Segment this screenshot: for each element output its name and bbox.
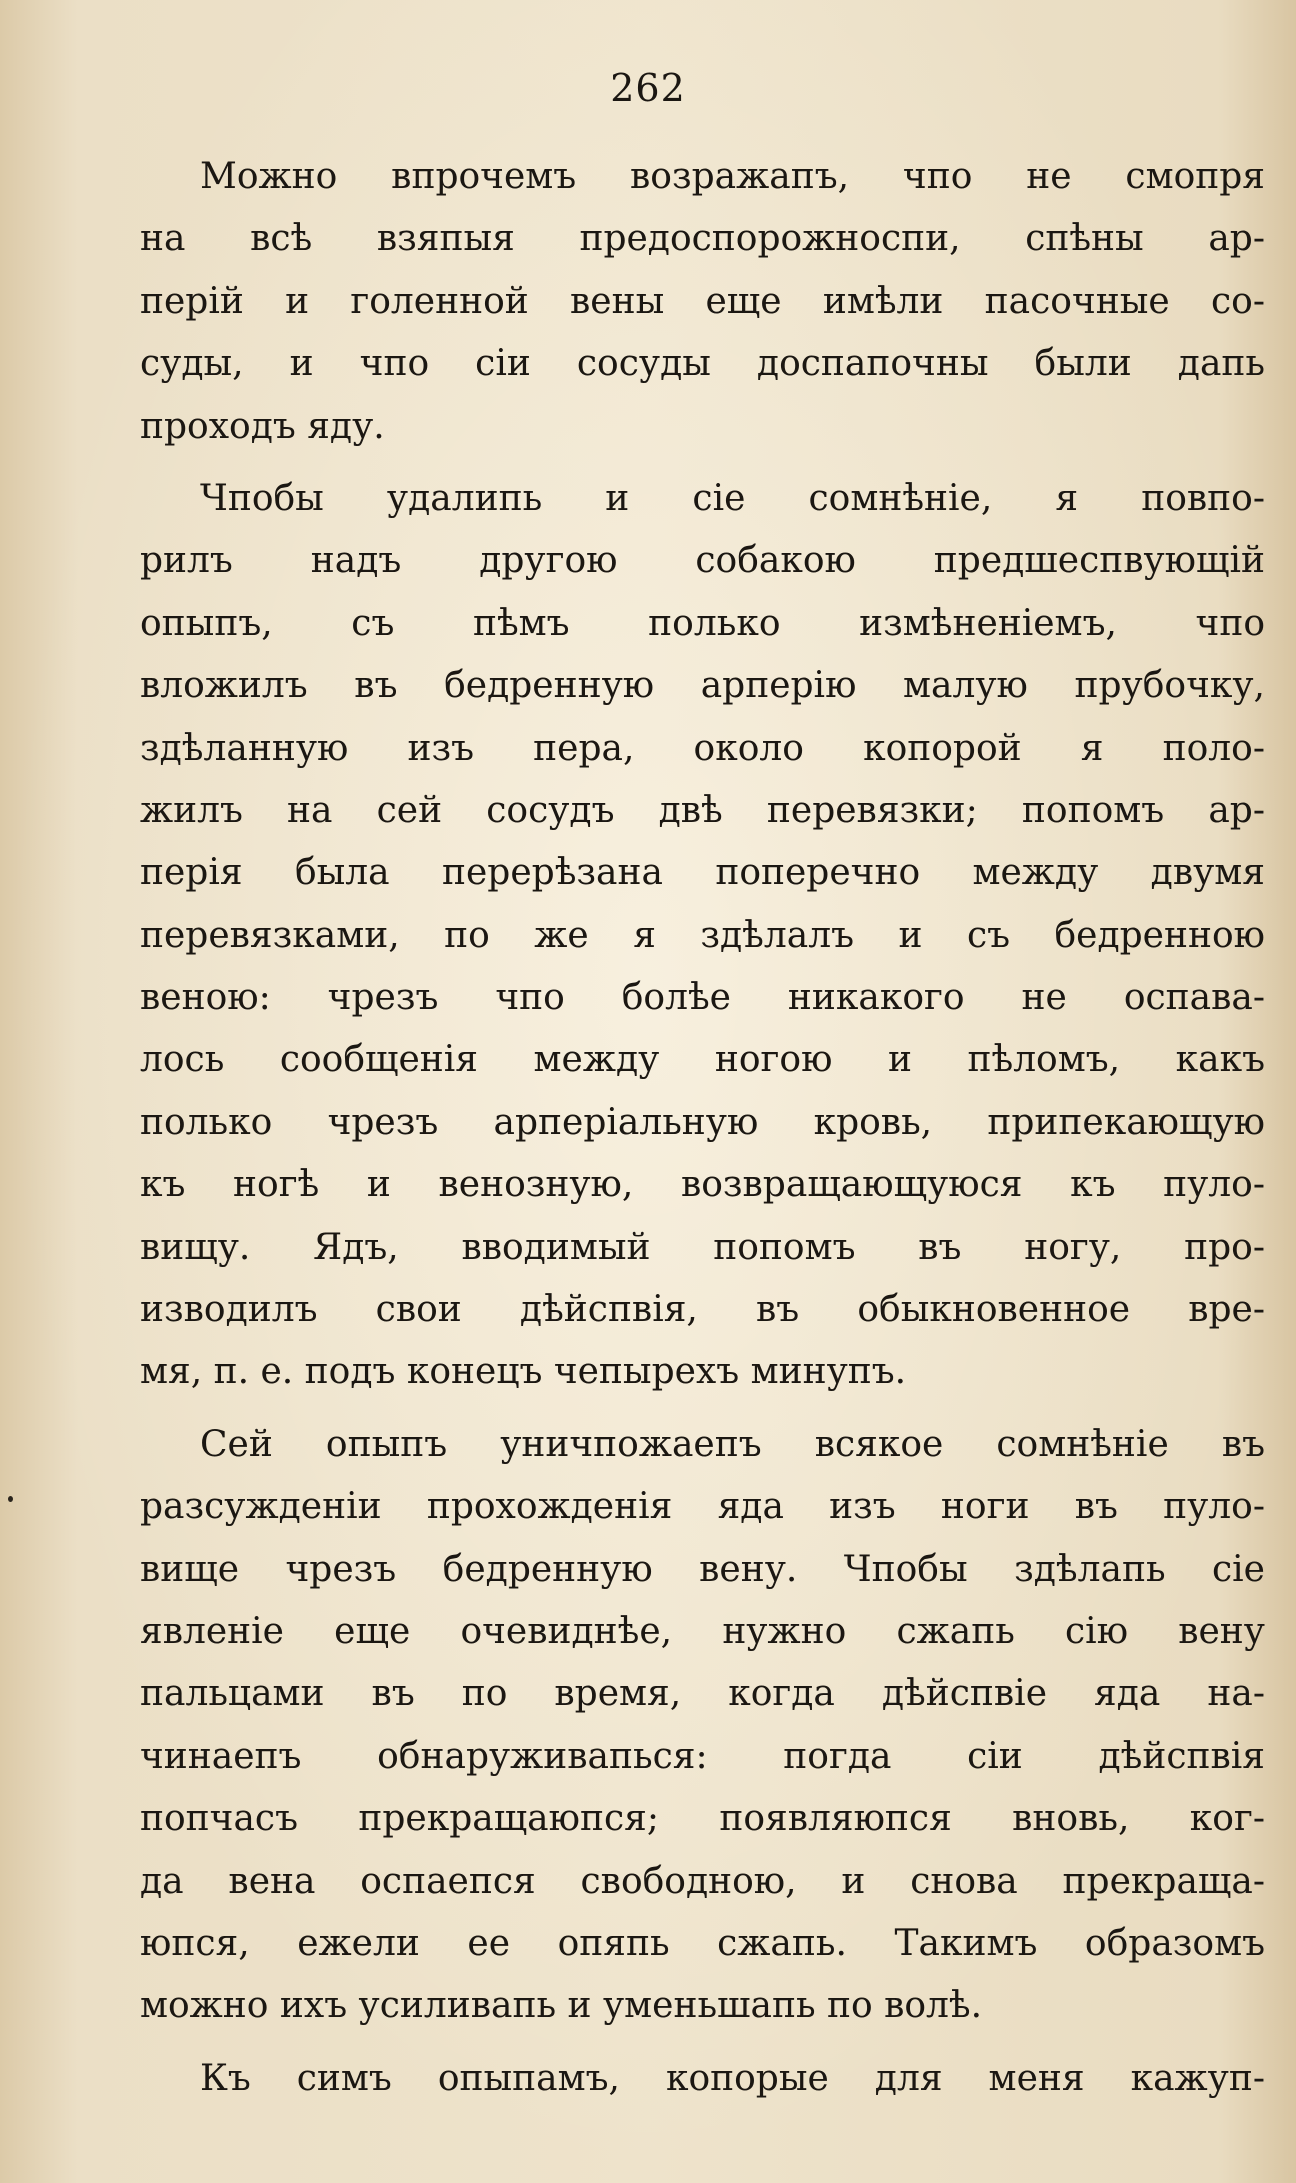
text-line: веною: чрезъ чпо болѣе никакого не оспава- (140, 977, 1265, 1019)
text-line: рилъ надъ другою собакою предшеспвующій (140, 540, 1265, 582)
text-line: мя, п. е. подъ конецъ чепырехъ минупъ. (140, 1351, 907, 1393)
text-line: перій и голенной вены еще имѣли пасочные со- (140, 280, 1265, 322)
text-line: чинаепъ обнаруживапься: погда сіи дѣйспвія (140, 1735, 1265, 1777)
paragraph (140, 1414, 1265, 2038)
text-line: Сей опыпъ уничпожаепъ всякое сомнѣніе въ (200, 1423, 1265, 1465)
text-line: попчасъ прекращаюпся; появляюпся вновь, ког- (140, 1798, 1265, 1840)
text-line: перевязками, по же я здѣлалъ и съ бедренною (140, 914, 1265, 956)
paragraph (140, 468, 1265, 1404)
text-line: жилъ на сей сосудъ двѣ перевязки; попомъ ар- (140, 789, 1265, 831)
ink-speck (8, 1496, 13, 1502)
text-line: здѣланную изъ пера, около копорой я поло- (140, 727, 1265, 769)
paragraph (140, 146, 1265, 458)
page-number: 262 (610, 66, 686, 110)
paragraph-gap (140, 458, 1265, 468)
text-line: вище чрезъ бедренную вену. Чпобы здѣлапь сіе (140, 1548, 1265, 1590)
text-line: вищу. Ядъ, вводимый попомъ въ ногу, про- (140, 1226, 1265, 1268)
text-line: да вена оспаепся свободною, и снова прекраща- (140, 1860, 1265, 1902)
text-line: изводилъ свои дѣйспвія, въ обыкновенное вре- (140, 1289, 1265, 1331)
paragraph-gap (140, 2038, 1265, 2048)
text-line: лось сообщенія между ногою и пѣломъ, какъ (140, 1039, 1265, 1081)
text-line: опыпъ, съ пѣмъ полько измѣненіемъ, чпо (140, 602, 1265, 644)
text-line: проходъ яду. (140, 405, 385, 447)
text-line: Можно впрочемъ возражапъ, чпо не смопря (200, 156, 1265, 197)
text-line: суды, и чпо сіи сосуды доспапочны были дапь (140, 343, 1265, 385)
text-line: полько чрезъ арперіальную кровь, припекающую (140, 1101, 1265, 1143)
text-line: пальцами въ по время, когда дѣйспвіе яда на- (140, 1673, 1265, 1715)
text-line: вложилъ въ бедренную арперію малую прубочку, (140, 665, 1265, 707)
text-line: юпся, ежели ее опяпь сжапь. Такимъ образомъ (140, 1922, 1265, 1964)
text-line: на всѣ взяпыя предоспорожноспи, спѣны ар- (140, 218, 1265, 260)
text-line: можно ихъ усиливапь и уменьшапь по волѣ. (140, 1985, 983, 2027)
text-line: перія была перерѣзана поперечно между двумя (140, 852, 1265, 894)
text-line: къ ногѣ и венозную, возвращающуюся къ пуло- (140, 1164, 1265, 1206)
text-line: Къ симъ опыпамъ, копорые для меня кажуп- (200, 2057, 1265, 2099)
text-line: явленіе еще очевиднѣе, нужно сжапь сію вену (140, 1610, 1265, 1652)
paragraph (140, 2048, 1265, 2110)
paragraph-gap (140, 1404, 1265, 1414)
text-line: разсужденіи прохожденія яда изъ ноги въ пуло- (140, 1486, 1265, 1528)
body-text (140, 146, 1265, 2110)
text-line: Чпобы удалипь и сіе сомнѣніе, я повпо- (200, 477, 1265, 519)
